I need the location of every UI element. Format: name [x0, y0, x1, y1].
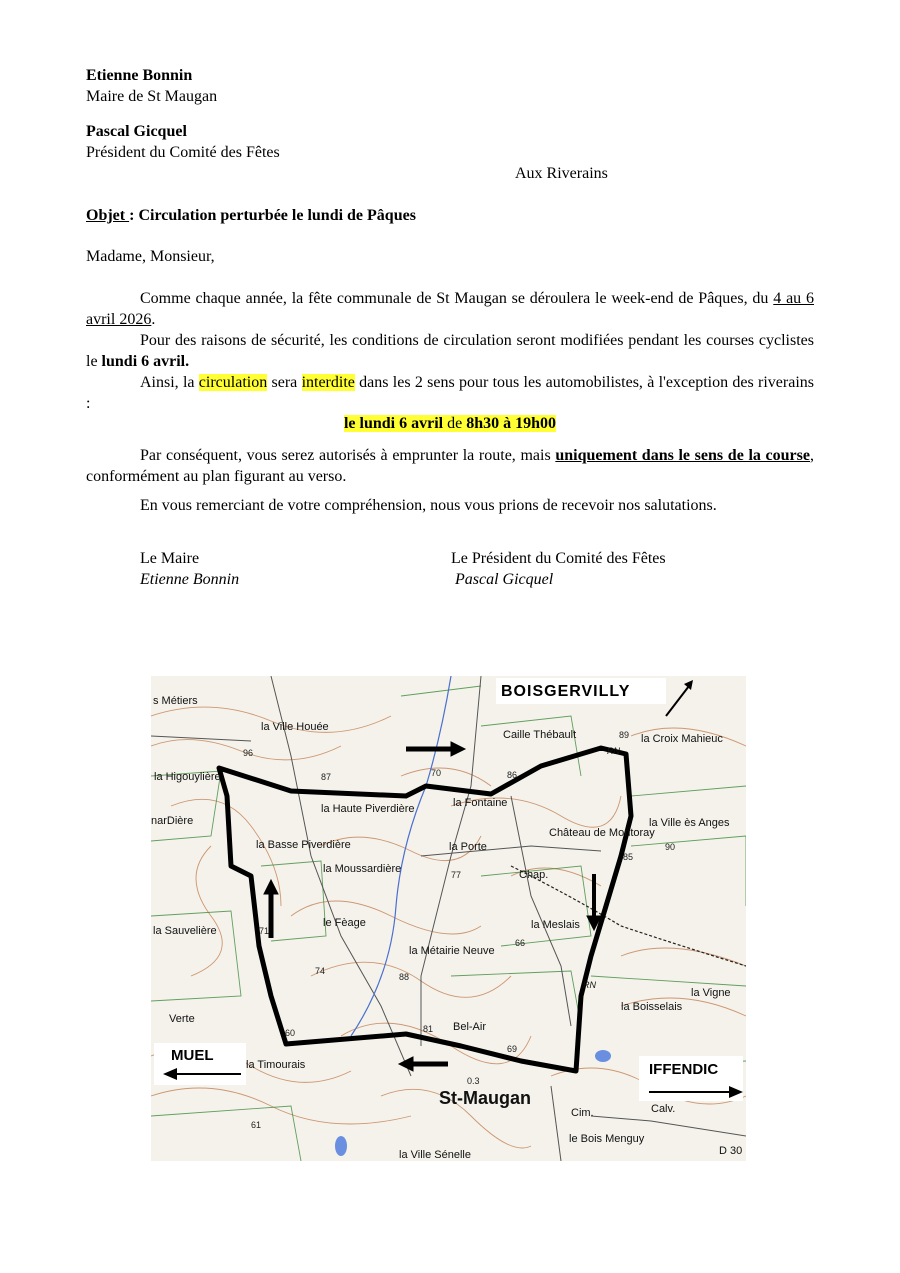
svg-text:St-Maugan: St-Maugan	[439, 1088, 531, 1108]
svg-text:Cim.: Cim.	[571, 1107, 594, 1119]
svg-text:BOISGERVILLY: BOISGERVILLY	[501, 683, 631, 700]
svg-text:70: 70	[431, 768, 442, 778]
svg-text:61: 61	[251, 1120, 262, 1130]
greeting: Madame, Monsieur,	[86, 248, 215, 265]
svg-text:la Basse Piverdière: la Basse Piverdière	[256, 839, 351, 851]
event-dates: 4 au 6 avril 2026	[86, 290, 814, 328]
svg-text:0.3: 0.3	[467, 1076, 480, 1086]
signature-right-title: Le Président du Comité des Fêtes	[451, 550, 666, 567]
paragraph-security: Pour des raisons de sécurité, les conditions de circulation seront modifiées pendant les courses cyclistes le lundi 6 avril.	[86, 332, 814, 370]
svg-text:narDière: narDière	[151, 815, 194, 827]
subject-text: Circulation perturbée le lundi de Pâques	[134, 207, 416, 224]
highlight-interdite: interdite	[301, 374, 355, 391]
svg-text:96: 96	[243, 748, 254, 758]
svg-text:D 30: D 30	[719, 1145, 743, 1157]
svg-text:RN: RN	[583, 980, 596, 990]
paragraph-restriction: Ainsi, la circulation sera interdite dans les 2 sens pour tous les automobilistes, à l'exception des riverains :	[86, 374, 815, 412]
svg-text:la Ville Houée: la Ville Houée	[261, 721, 329, 733]
pond-2	[335, 1136, 347, 1156]
mayor-title: Maire de St Maugan	[86, 88, 218, 105]
svg-text:la Ville ès Anges: la Ville ès Anges	[649, 817, 730, 829]
svg-text:la Higouylière: la Higouylière	[154, 771, 221, 783]
svg-text:81: 81	[423, 1024, 434, 1034]
svg-text:la Métairie Neuve: la Métairie Neuve	[409, 945, 495, 957]
svg-text:la Boisselais: la Boisselais	[621, 1001, 683, 1013]
president-name: Pascal Gicquel	[86, 123, 187, 140]
svg-text:la Porte: la Porte	[449, 841, 487, 853]
highlight-circulation: circulation	[198, 374, 268, 391]
paragraph-closing: En vous remerciant de votre compréhension, nous vous prions de recevoir nos salutations.	[140, 497, 717, 514]
svg-text:la Croix Mahieuc: la Croix Mahieuc	[641, 733, 723, 745]
svg-text:Caille Thébault: Caille Thébault	[503, 729, 577, 741]
subject-line: Objet : Circulation perturbée le lundi de Pâques	[86, 207, 416, 224]
recipient: Aux Riverains	[515, 165, 608, 182]
svg-text:la Meslais: la Meslais	[531, 919, 580, 931]
svg-text:88: 88	[399, 972, 410, 982]
svg-text:90: 90	[665, 842, 676, 852]
svg-text:la Vigne: la Vigne	[691, 987, 731, 999]
svg-text:Bel-Air: Bel-Air	[453, 1021, 487, 1033]
svg-text:la Timourais: la Timourais	[246, 1059, 306, 1071]
signature-left-name: Etienne Bonnin	[140, 571, 240, 588]
mayor-name: Etienne Bonnin	[86, 67, 193, 84]
svg-text:Calv.: Calv.	[651, 1103, 676, 1115]
svg-text:87: 87	[321, 772, 332, 782]
svg-text:66: 66	[515, 938, 526, 948]
svg-text:la Ville Sénelle: la Ville Sénelle	[399, 1149, 471, 1161]
svg-text:le Fèage: le Fèage	[323, 917, 366, 929]
svg-text:Chap.: Chap.	[519, 869, 549, 881]
closure-schedule: le lundi 6 avril de 8h30 à 19h00	[343, 415, 557, 432]
svg-text:la Moussardière: la Moussardière	[323, 863, 402, 875]
svg-text:IFFENDIC: IFFENDIC	[649, 1061, 719, 1078]
paragraph-direction: Par conséquent, vous serez autorisés à emprunter la route, mais uniquement dans le sens de la course, conformément au plan figurant au verso.	[86, 447, 814, 485]
subject-label: Objet	[86, 207, 130, 224]
pond	[595, 1050, 611, 1062]
svg-text:s Métiers: s Métiers	[153, 695, 198, 707]
svg-text:77: 77	[451, 870, 462, 880]
svg-text:89: 89	[619, 730, 630, 740]
paragraph-dates: Comme chaque année, la fête communale de St Maugan se déroulera le week-end de Pâques, du 4 au 6 avril 2026.	[86, 290, 814, 328]
svg-text:RN: RN	[607, 746, 620, 756]
signature-right-name: Pascal Gicquel	[455, 571, 554, 588]
race-day: lundi 6 avril.	[101, 353, 190, 370]
signature-left-title: Le Maire	[140, 550, 200, 567]
svg-text:la Haute Piverdière: la Haute Piverdière	[321, 803, 415, 815]
svg-text:69: 69	[507, 1044, 518, 1054]
direction-rule: uniquement dans le sens de la course	[555, 447, 810, 464]
svg-text:la Fontaine: la Fontaine	[453, 797, 508, 809]
svg-text:85: 85	[623, 852, 634, 862]
direction-iffendic	[639, 1056, 743, 1101]
svg-text:MUEL: MUEL	[171, 1047, 214, 1064]
svg-text:Château de Montoray: Château de Montoray	[549, 827, 655, 839]
svg-text:Verte: Verte	[169, 1013, 195, 1025]
president-title: Président du Comité des Fêtes	[86, 144, 280, 161]
svg-text:60: 60	[285, 1028, 296, 1038]
svg-text:le Bois Menguy: le Bois Menguy	[569, 1133, 645, 1145]
svg-text:74: 74	[315, 966, 326, 976]
svg-text:la Sauvelière: la Sauvelière	[153, 925, 217, 937]
route-map	[151, 676, 746, 1161]
svg-text:71: 71	[259, 926, 270, 936]
direction-muel	[154, 1043, 246, 1085]
svg-text:86: 86	[507, 770, 518, 780]
